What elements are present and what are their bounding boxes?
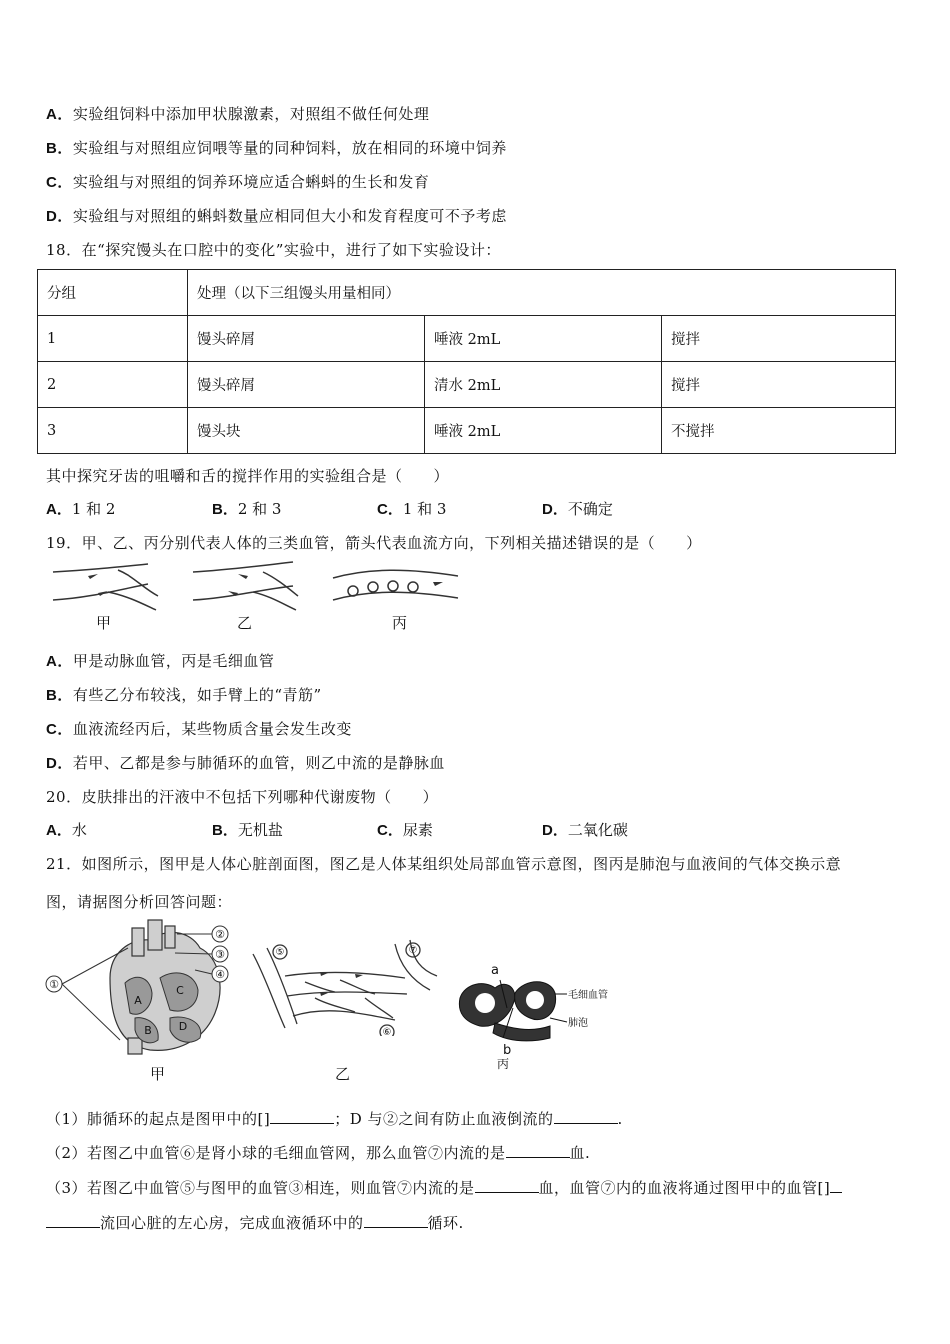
q21-sub3-line1: （3）若图乙中血管⑤与图甲的血管③相连，则血管⑦内流的是 血，血管⑦内的血液将通过图甲中的血管[] (46, 1177, 842, 1198)
q20-option-d: D．二氧化碳 (542, 821, 628, 839)
q19-stem: 19．甲、乙、丙分别代表人体的三类血管，箭头代表血流方向，下列相关描述错误的是（ ） (46, 534, 702, 552)
figure-label-yi: 乙 (237, 614, 253, 632)
q18-option-d: D．不确定 (542, 500, 613, 518)
figure-label-bing: 丙 (392, 614, 408, 632)
table-cell: 唾液 2mL (425, 316, 662, 362)
artery-outline (53, 564, 148, 572)
heart-marker-1: ① (49, 978, 59, 991)
flow-arrow-icon (238, 574, 248, 579)
table-cell: 馒头碎屑 (188, 362, 425, 408)
q18-option-c: C．1 和 3 (377, 500, 447, 518)
figure-label-jia: 甲 (96, 614, 112, 632)
vessel-marker-7: ⑦ (408, 945, 418, 956)
heart-marker-4: ④ (215, 968, 225, 981)
figure-label-jia: 甲 (150, 1065, 166, 1083)
q17-option-c: C．实验组与对照组的饲养环境应适合蝌蚪的生长和发育 (46, 173, 430, 191)
q20-option-c: C．尿素 (377, 821, 433, 839)
table-row (38, 362, 896, 408)
table-cell: 馒头块 (188, 408, 425, 454)
q21-sub1: （1）肺循环的起点是图甲中的[] ；D 与②之间有防止血液倒流的 . (46, 1110, 623, 1128)
answer-blank[interactable] (475, 1178, 539, 1193)
q20-stem: 20．皮肤排出的汗液中不包括下列哪种代谢废物（ ） (46, 788, 439, 806)
table-cell: 搅拌 (662, 316, 896, 362)
alveolus-label-b: b (503, 1043, 512, 1058)
table-cell: 唾液 2mL (425, 408, 662, 454)
q19-option-b: B．有些乙分布较浅，如手臂上的“青筋” (46, 686, 322, 704)
table-cell: 1 (38, 316, 188, 362)
q20-options (46, 819, 906, 839)
vessel-marker-5: ⑤ (275, 947, 285, 958)
alveolus-label: 肺泡 (568, 1018, 588, 1029)
q17-option-b: B．实验组与对照组应饲喂等量的同种饲料，放在相同的环境中饲养 (46, 139, 507, 157)
answer-blank[interactable] (270, 1109, 334, 1124)
answer-blank[interactable] (364, 1213, 428, 1228)
alveolus-diagram (455, 958, 625, 1068)
figure-label-yi: 乙 (335, 1065, 351, 1083)
q21-sub2: （2）若图乙中血管⑥是肾小球的毛细血管网，那么血管⑦内流的是 血. (46, 1144, 591, 1162)
experiment-table (37, 269, 896, 454)
q17-option-d: D．实验组与对照组的蝌蚪数量应相同但大小和发育程度可不予考虑 (46, 207, 507, 225)
answer-blank[interactable] (46, 1213, 100, 1228)
table-cell: 3 (38, 408, 188, 454)
flow-arrow-icon (88, 574, 98, 579)
q18-options (46, 498, 906, 518)
q18-stem: 18．在“探究馒头在口腔中的变化”实验中，进行了如下实验设计： (46, 241, 501, 259)
capillary-outline (333, 570, 458, 578)
figure-label-bing: 丙 (497, 1057, 510, 1071)
heart-diagram (40, 918, 240, 1058)
tissue-vessel-diagram (245, 936, 440, 1036)
answer-blank[interactable] (830, 1178, 842, 1193)
table-header-cell: 分组 (38, 270, 188, 316)
answer-blank[interactable] (506, 1143, 570, 1158)
q21-stem-line1: 21．如图所示，图甲是人体心脏剖面图，图乙是人体某组织处局部血管示意图，图丙是肺泡与血液间的气体交换示意 (46, 855, 842, 873)
table-cell: 清水 2mL (425, 362, 662, 408)
q21-sub3-line2: 流回心脏的左心房，完成血液循环中的 循环. (46, 1212, 464, 1233)
table-header-cell: 处理（以下三组馒头用量相同） (188, 270, 896, 316)
table-cell: 2 (38, 362, 188, 408)
q20-option-b: B．无机盐 (212, 821, 283, 839)
flow-arrow-icon (433, 582, 443, 586)
q18-option-a: A．1 和 2 (46, 500, 116, 518)
heart-chamber-d: D (178, 1020, 188, 1033)
table-header-row (38, 270, 896, 316)
table-cell: 不搅拌 (662, 408, 896, 454)
heart-chamber-a: A (134, 994, 142, 1007)
q21-stem-line2: 图，请据图分析回答问题： (46, 893, 233, 911)
q19-option-a: A．甲是动脉血管，丙是毛细血管 (46, 652, 275, 670)
q20-option-a: A．水 (46, 821, 87, 839)
q19-option-c: C．血液流经丙后，某些物质含量会发生改变 (46, 720, 352, 738)
heart-marker-3: ③ (215, 948, 225, 961)
vein-outline (193, 562, 293, 572)
table-cell: 搅拌 (662, 362, 896, 408)
q19-option-d: D．若甲、乙都是参与肺循环的血管，则乙中流的是静脉血 (46, 754, 445, 772)
heart-chamber-c: C (176, 984, 184, 997)
table-cell: 馒头碎屑 (188, 316, 425, 362)
q18-question: 其中探究牙齿的咀嚼和舌的搅拌作用的实验组合是（ ） (46, 467, 450, 485)
alveolus-label-a: a (491, 963, 499, 978)
q18-option-b: B．2 和 3 (212, 500, 282, 518)
table-row (38, 316, 896, 362)
answer-blank[interactable] (554, 1109, 618, 1124)
table-row (38, 408, 896, 454)
capillary-label: 毛细血管 (568, 990, 608, 1001)
vessel-marker-6: ⑥ (382, 1027, 392, 1036)
q17-option-a: A．实验组饲料中添加甲状腺激素，对照组不做任何处理 (46, 105, 430, 123)
heart-marker-2: ② (215, 928, 225, 941)
heart-chamber-b: B (144, 1024, 152, 1037)
